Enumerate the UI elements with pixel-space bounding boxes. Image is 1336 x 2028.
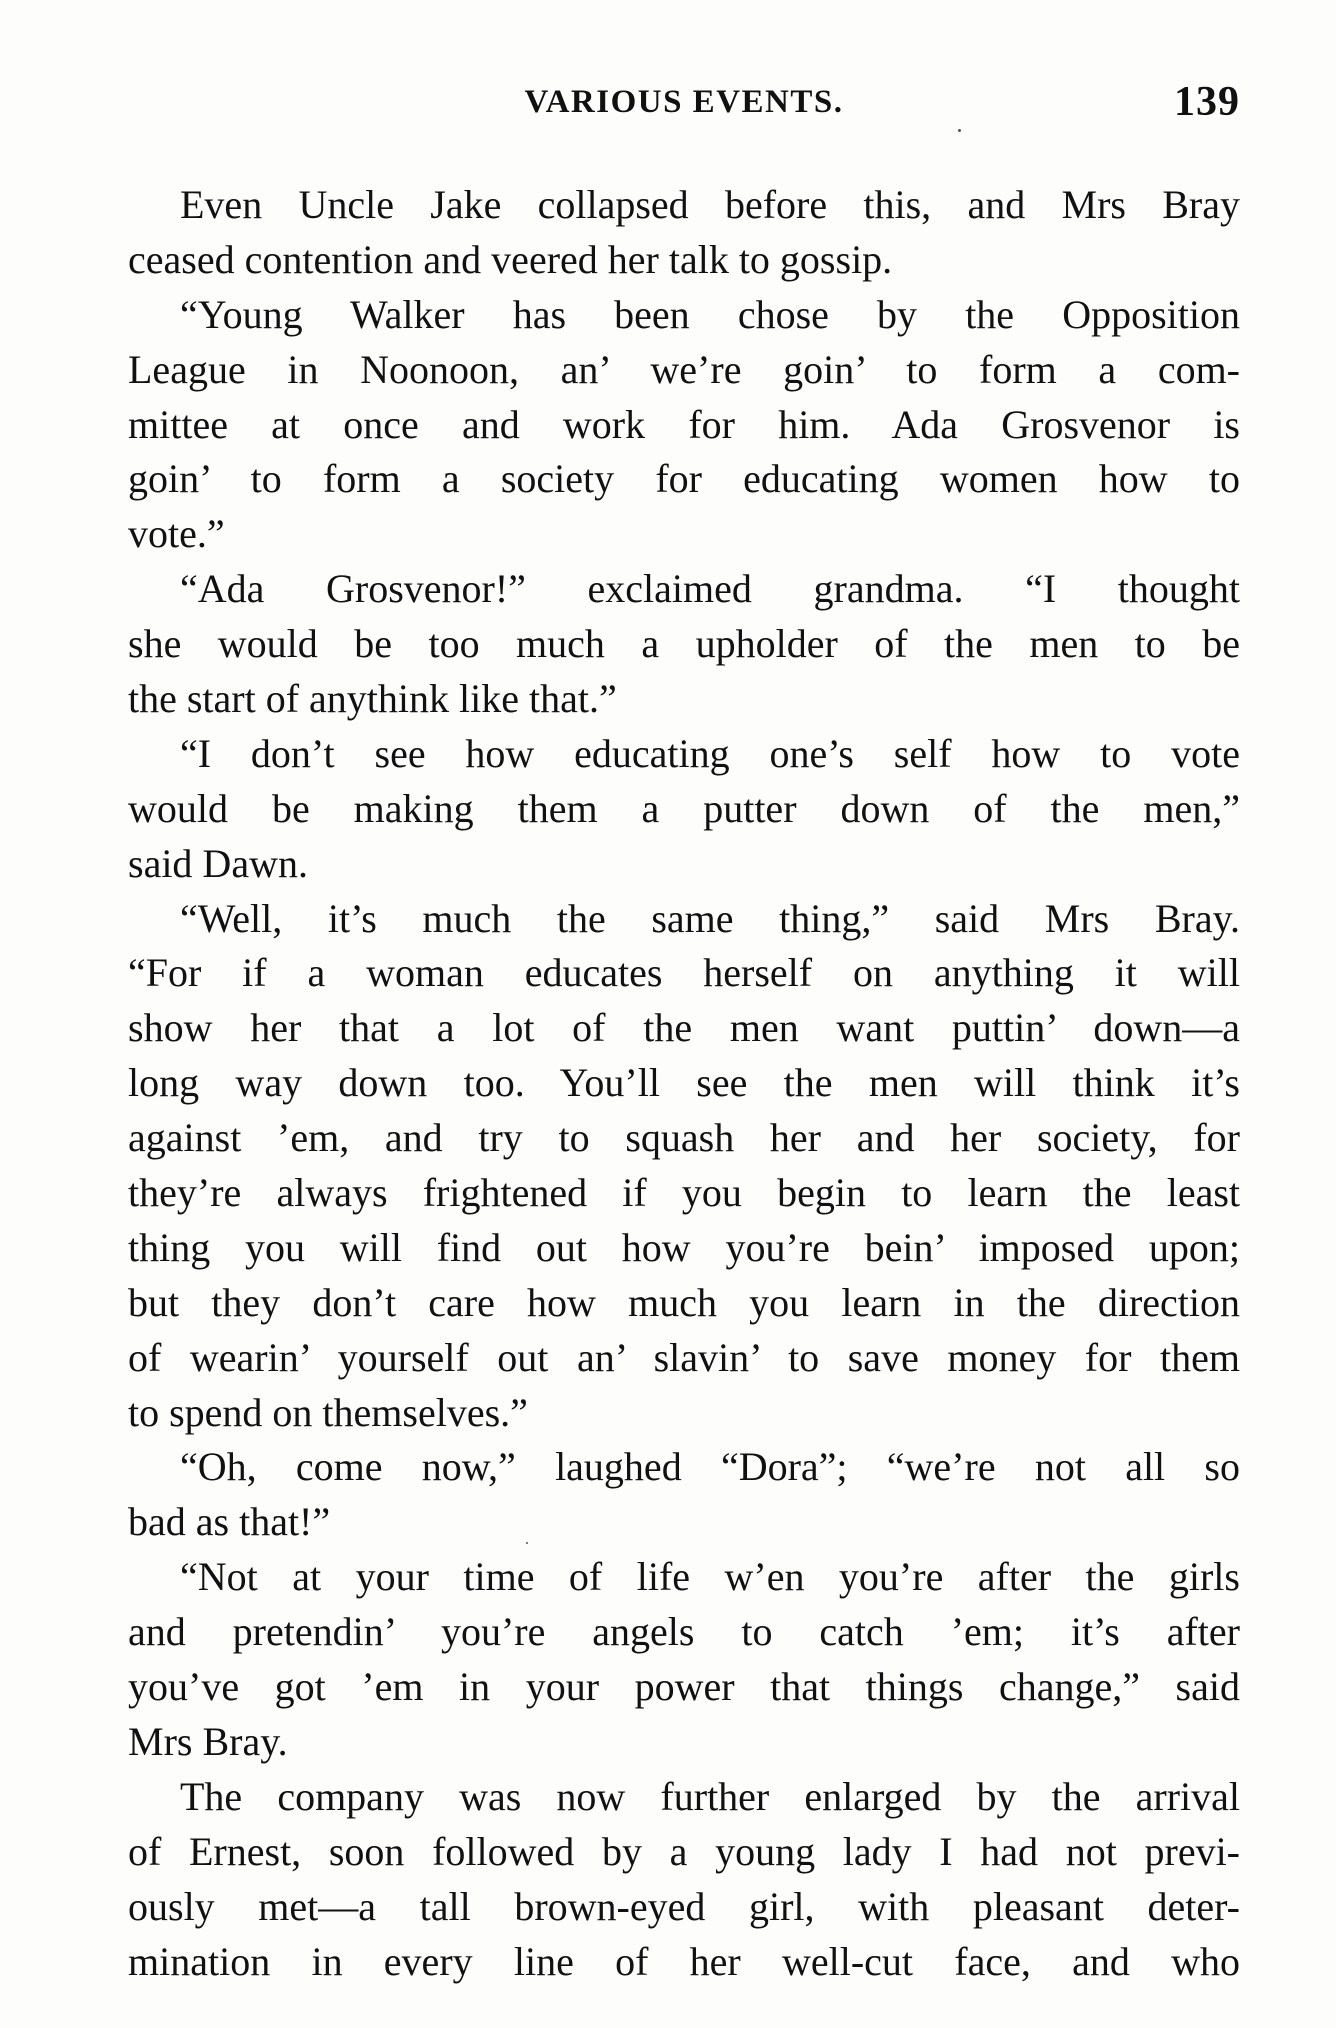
text-line: would be making them a putter down of the men,” — [128, 785, 1240, 831]
text-line: they’re always frightened if you begin to learn the least — [128, 1170, 1240, 1216]
text-line: mittee at once and work for him. Ada Grosvenor is — [128, 401, 1240, 447]
text-line: “Not at your time of life w’en you’re after the girls — [180, 1554, 1240, 1600]
running-head — [128, 78, 1240, 138]
text-line: “For if a woman educates herself on anything it will — [128, 950, 1240, 996]
text-line: of Ernest, soon followed by a young lady I had not previ- — [128, 1828, 1240, 1874]
text-line: show her that a lot of the men want puttin’ down—a — [128, 1005, 1240, 1051]
text-line: of wearin’ yourself out an’ slavin’ to save money for them — [128, 1334, 1240, 1380]
text-line: long way down too. You’ll see the men will think it’s — [128, 1060, 1240, 1106]
text-line: and pretendin’ you’re angels to catch ’em; it’s after — [128, 1609, 1240, 1655]
text-line: bad as that!” — [128, 1499, 331, 1545]
text-line: ceased contention and veered her talk to gossip. — [128, 236, 893, 282]
text-line: but they don’t care how much you learn in the direction — [128, 1279, 1240, 1325]
body-text — [128, 178, 1240, 1989]
text-line: League in Noonoon, an’ we’re goin’ to form a com- — [128, 346, 1240, 392]
text-line: said Dawn. — [128, 840, 308, 886]
text-line: “Oh, come now,” laughed “Dora”; “we’re not all so — [180, 1444, 1240, 1490]
text-line: vote.” — [128, 511, 225, 557]
text-line: you’ve got ’em in your power that things change,” said — [128, 1664, 1240, 1710]
text-line: to spend on themselves.” — [128, 1389, 528, 1435]
text-line: Even Uncle Jake collapsed before this, and Mrs Bray — [180, 182, 1240, 227]
text-line: ously met—a tall brown-eyed girl, with pleasant deter- — [128, 1883, 1240, 1929]
text-line: “Ada Grosvenor!” exclaimed grandma. “I thought — [180, 566, 1240, 612]
text-line: thing you will find out how you’re bein’ imposed upon; — [128, 1224, 1240, 1270]
text-line: “Well, it’s much the same thing,” said Mrs Bray. — [180, 895, 1240, 941]
running-title: VARIOUS EVENTS. — [524, 84, 844, 120]
text-line: The company was now further enlarged by the arrival — [180, 1773, 1240, 1819]
text-line: mination in every line of her well-cut face, and who — [128, 1938, 1240, 1984]
text-line: goin’ to form a society for educating women how to — [128, 456, 1240, 502]
print-speck — [958, 129, 961, 132]
page-number: 139 — [1174, 79, 1240, 125]
text-line: Mrs Bray. — [128, 1718, 288, 1764]
text-line: “I don’t see how educating one’s self how to vote — [180, 730, 1240, 776]
text-line: the start of anythink like that.” — [128, 676, 617, 722]
print-speck — [526, 1542, 528, 1544]
text-line: against ’em, and try to squash her and her society, for — [128, 1115, 1240, 1161]
text-line: “Young Walker has been chose by the Opposition — [180, 291, 1240, 337]
text-line: she would be too much a upholder of the men to be — [128, 621, 1240, 667]
